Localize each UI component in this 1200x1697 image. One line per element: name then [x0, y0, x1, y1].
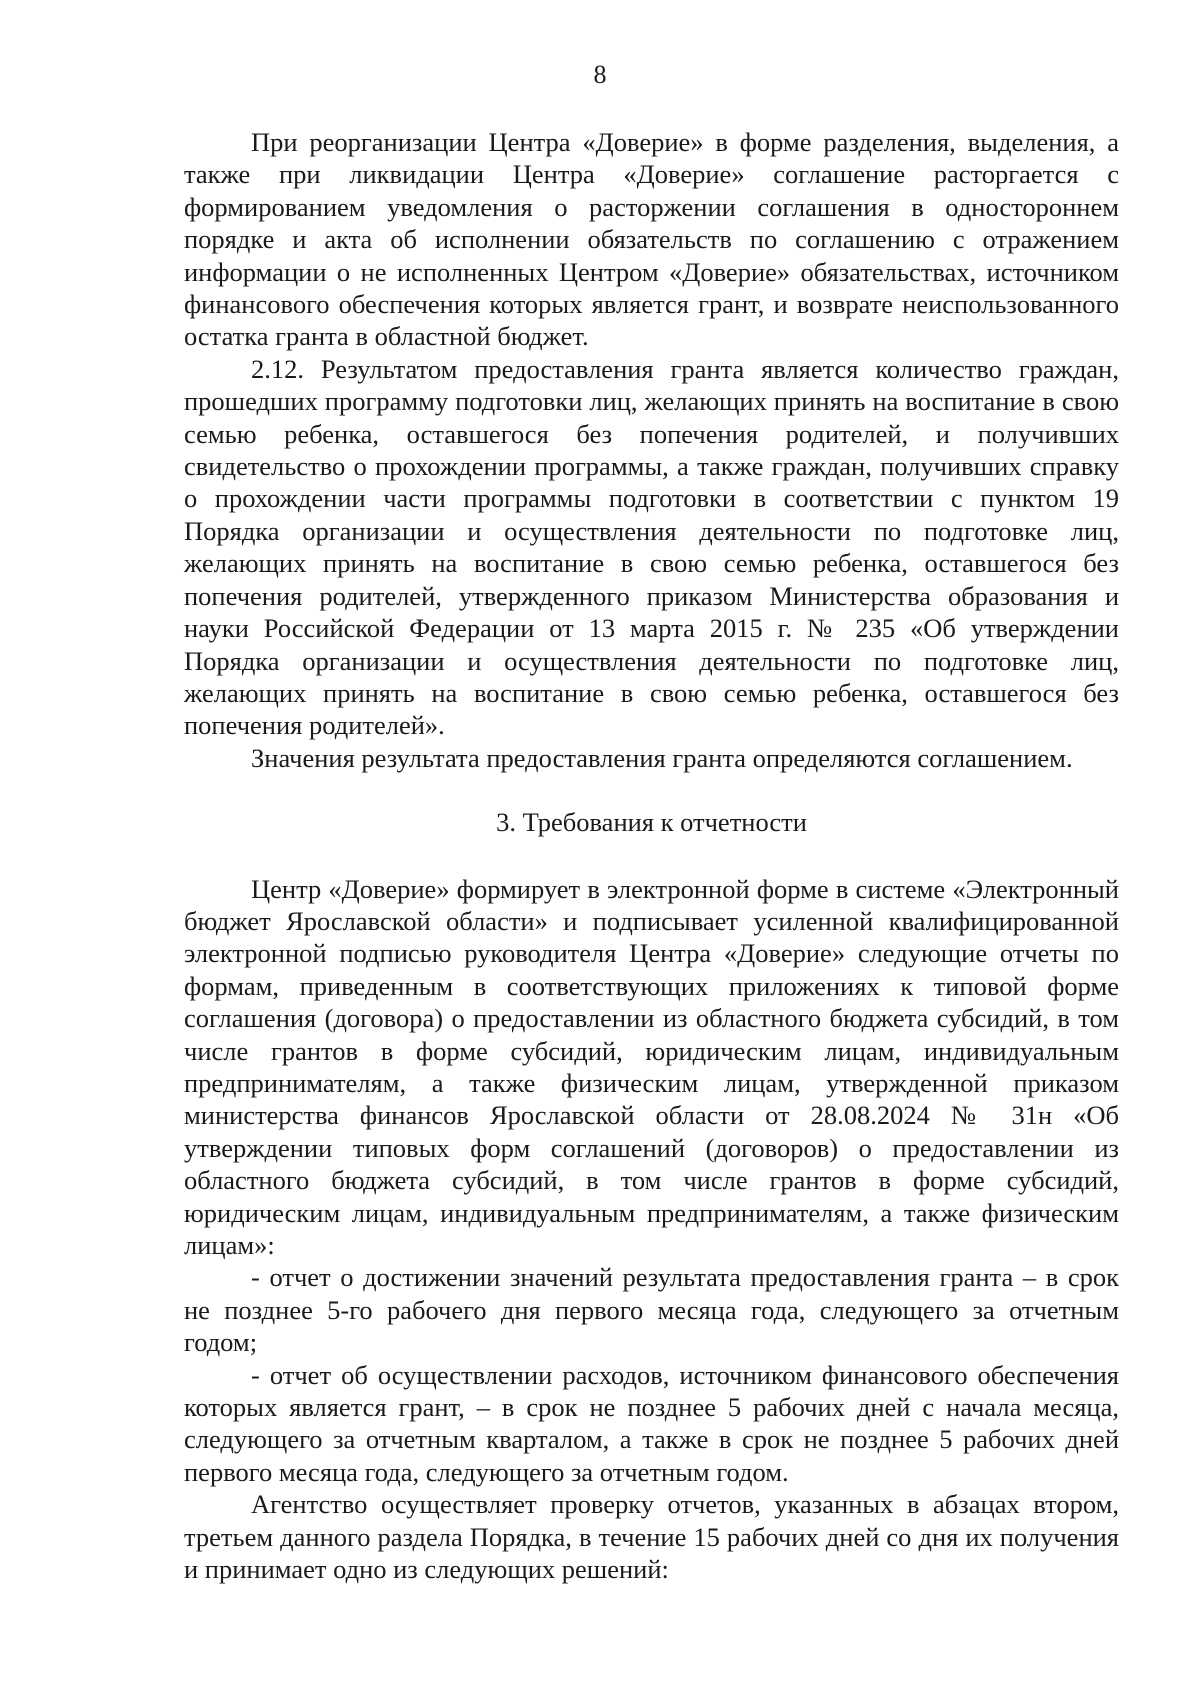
- document-body: [184, 126, 1119, 1585]
- list-item-report-results: - отчет о достижении значений результата предоставления гранта – в срок не позднее 5-го рабочего дня первого месяца года, следующего за отчетным годом;: [184, 1262, 1119, 1358]
- section-heading: 3. Требования к отчетности: [496, 807, 807, 838]
- spacer: [184, 839, 1119, 873]
- paragraph-agency-review: Агентство осуществляет проверку отчетов, указанных в абзацах втором, третьем данного раздела Порядка, в течение 15 рабочих дней со дня их получения и принимает одно из следующих решений:: [184, 1489, 1119, 1585]
- spacer: [184, 774, 1119, 806]
- page-number: 8: [593, 60, 607, 89]
- paragraph-result-values: Значения результата предоставления гранта определяются соглашением.: [251, 742, 1073, 773]
- list-item-report-expenses: - отчет об осуществлении расходов, источником финансового обеспечения которых является грант, – в срок не позднее 5 рабочих дней с начала месяца, следующего за отчетным кварталом, а также в срок не позднее 5 рабочих дней первого месяца года, следующего за отчетным годом.: [184, 1359, 1119, 1487]
- paragraph-reorganization: При реорганизации Центра «Доверие» в форме разделения, выделения, а также при ликвидации Центра «Доверие» соглашение расторгается с формированием уведомления о расторжении соглашения в одностороннем порядке и акта об исполнении обязательств по соглашению с отражением информации о не исполненных Центром «Доверие» обязательствах, источником финансового обеспечения которых является грант, и возврате неиспользованного остатка гранта в областной бюджет.: [184, 127, 1119, 352]
- paragraph-reports-intro: Центр «Доверие» формирует в электронной форме в системе «Электронный бюджет Ярославской области» и подписывает усиленной квалифицированной электронной подписью руководителя Центра «Доверие» следующие отчеты по формам, приведенным в соответствующих приложениях к типовой форме соглашения (договора) о предоставлении из областного бюджета субсидий, в том числе грантов в форме субсидий, юридическим лицам, индивидуальным предпринимателям, а также физическим лицам, утвержденной приказом министерства финансов Ярославской области от 28.08.2024 № 31н «Об утверждении типовых форм соглашений (договоров) о предоставлении из областного бюджета субсидий, в том числе грантов в форме субсидий, юридическим лицам, индивидуальным предпринимателям, а также физическим лицам»:: [184, 873, 1119, 1260]
- paragraph-2-12-result: 2.12. Результатом предоставления гранта является количество граждан, прошедших программу подготовки лиц, желающих принять на воспитание в свою семью ребенка, оставшегося без попечения родителей, и получивших свидетельство о прохождении программы, а также граждан, получивших справку о прохождении части программы подготовки в соответствии с пунктом 19 Порядка организации и осуществления деятельности по подготовке лиц, желающих принять на воспитание в свою семью ребенка, оставшегося без попечения родителей, утвержденного приказом Министерства образования и науки Российской Федерации от 13 марта 2015 г. № 235 «Об утверждении Порядка организации и осуществления деятельности по подготовке лиц, желающих принять на воспитание в свою семью ребенка, оставшегося без попечения родителей».: [184, 353, 1119, 741]
